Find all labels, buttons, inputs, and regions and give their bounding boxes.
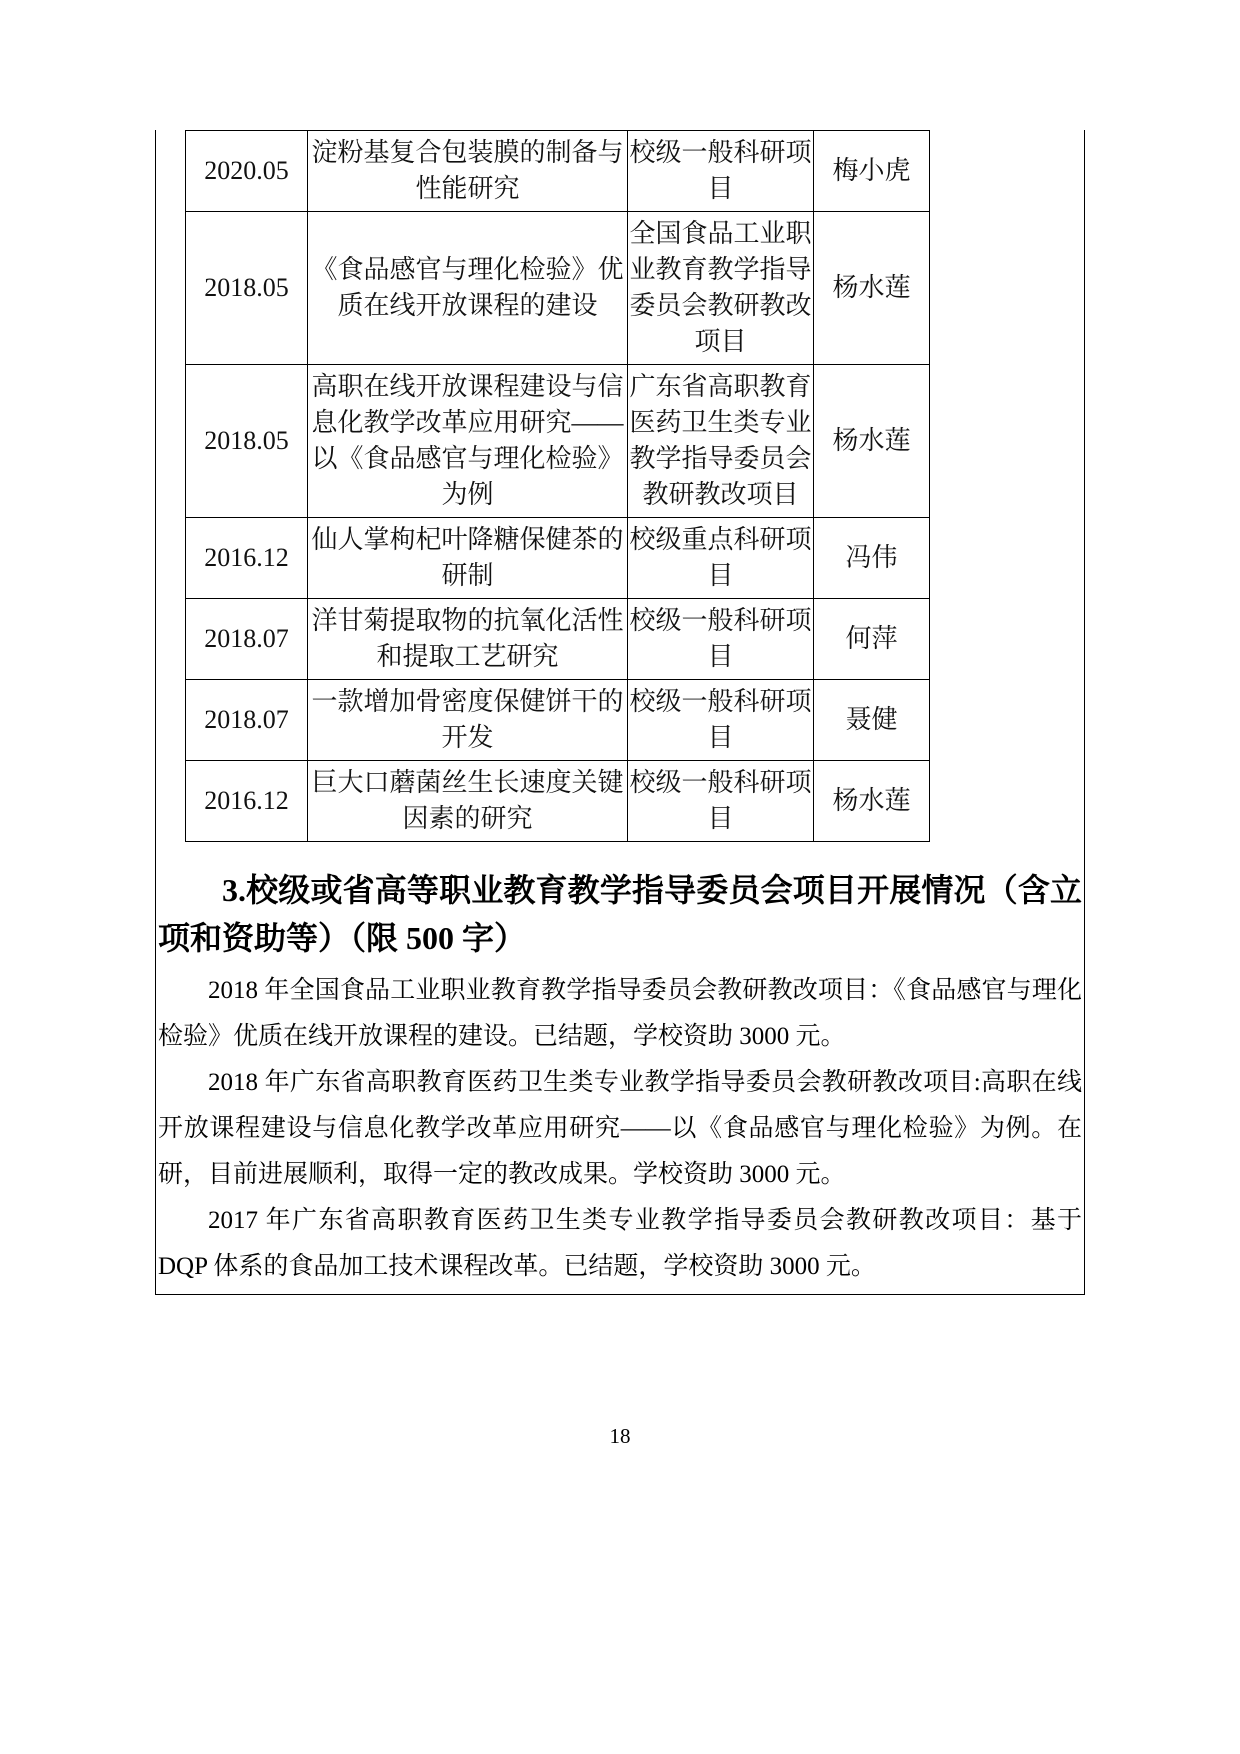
- project-leader: 何萍: [814, 599, 930, 680]
- project-date: 2016.12: [186, 518, 308, 599]
- project-title: 淀粉基复合包装膜的制备与性能研究: [308, 131, 628, 212]
- project-date: 2018.05: [186, 212, 308, 365]
- project-category: 校级一般科研项目: [628, 599, 814, 680]
- table-row: [186, 761, 930, 842]
- project-category: 校级一般科研项目: [628, 131, 814, 212]
- project-category: 全国食品工业职业教育教学指导委员会教研教改项目: [628, 212, 814, 365]
- project-leader: 杨水莲: [814, 365, 930, 518]
- project-date: 2016.12: [186, 761, 308, 842]
- project-title: 洋甘菊提取物的抗氧化活性和提取工艺研究: [308, 599, 628, 680]
- project-title: 《食品感官与理化检验》优质在线开放课程的建设: [308, 212, 628, 365]
- table-row: [186, 131, 930, 212]
- project-leader: 梅小虎: [814, 131, 930, 212]
- table-row: [186, 680, 930, 761]
- project-leader: 杨水莲: [814, 212, 930, 365]
- project-category: 校级一般科研项目: [628, 680, 814, 761]
- form-outer-border: [155, 130, 1085, 1295]
- project-category: 广东省高职教育医药卫生类专业教学指导委员会教研教改项目: [628, 365, 814, 518]
- table-row: [186, 365, 930, 518]
- project-leader: 杨水莲: [814, 761, 930, 842]
- project-title: 巨大口蘑菌丝生长速度关键因素的研究: [308, 761, 628, 842]
- table-row: [186, 212, 930, 365]
- project-title: 仙人掌枸杞叶降糖保健茶的研制: [308, 518, 628, 599]
- project-date: 2018.07: [186, 599, 308, 680]
- project-category: 校级一般科研项目: [628, 761, 814, 842]
- section-3-heading: 3.校级或省高等职业教育教学指导委员会项目开展情况（含立项和资助等）（限 500 字）: [158, 872, 1082, 956]
- project-date: 2020.05: [186, 131, 308, 212]
- project-date: 2018.05: [186, 365, 308, 518]
- projects-table: [185, 130, 930, 842]
- project-title: 高职在线开放课程建设与信息化教学改革应用研究——以《食品感官与理化检验》为例: [308, 365, 628, 518]
- section-3-paragraph-2: 2018 年广东省高职教育医药卫生类专业教学指导委员会教研教改项目:高职在线开放课程建设与信息化教学改革应用研究——以《食品感官与理化检验》为例。在研，目前进展顺利，取得一定的教改成果。学校资助 3000 元。: [158, 1069, 1082, 1188]
- project-leader: 冯伟: [814, 518, 930, 599]
- project-category: 校级重点科研项目: [628, 518, 814, 599]
- table-row: [186, 518, 930, 599]
- section-3-paragraph-3: 2017 年广东省高职教育医药卫生类专业教学指导委员会教研教改项目：基于 DQP 体系的食品加工技术课程改革。已结题，学校资助 3000 元。: [158, 1207, 1082, 1280]
- table-row: [186, 599, 930, 680]
- project-leader: 聂健: [814, 680, 930, 761]
- section-3-paragraph-1: 2018 年全国食品工业职业教育教学指导委员会教研教改项目：《食品感官与理化检验》优质在线开放课程的建设。已结题，学校资助 3000 元。: [158, 977, 1082, 1050]
- project-title: 一款增加骨密度保健饼干的开发: [308, 680, 628, 761]
- project-date: 2018.07: [186, 680, 308, 761]
- page-number: 18: [609, 1424, 631, 1448]
